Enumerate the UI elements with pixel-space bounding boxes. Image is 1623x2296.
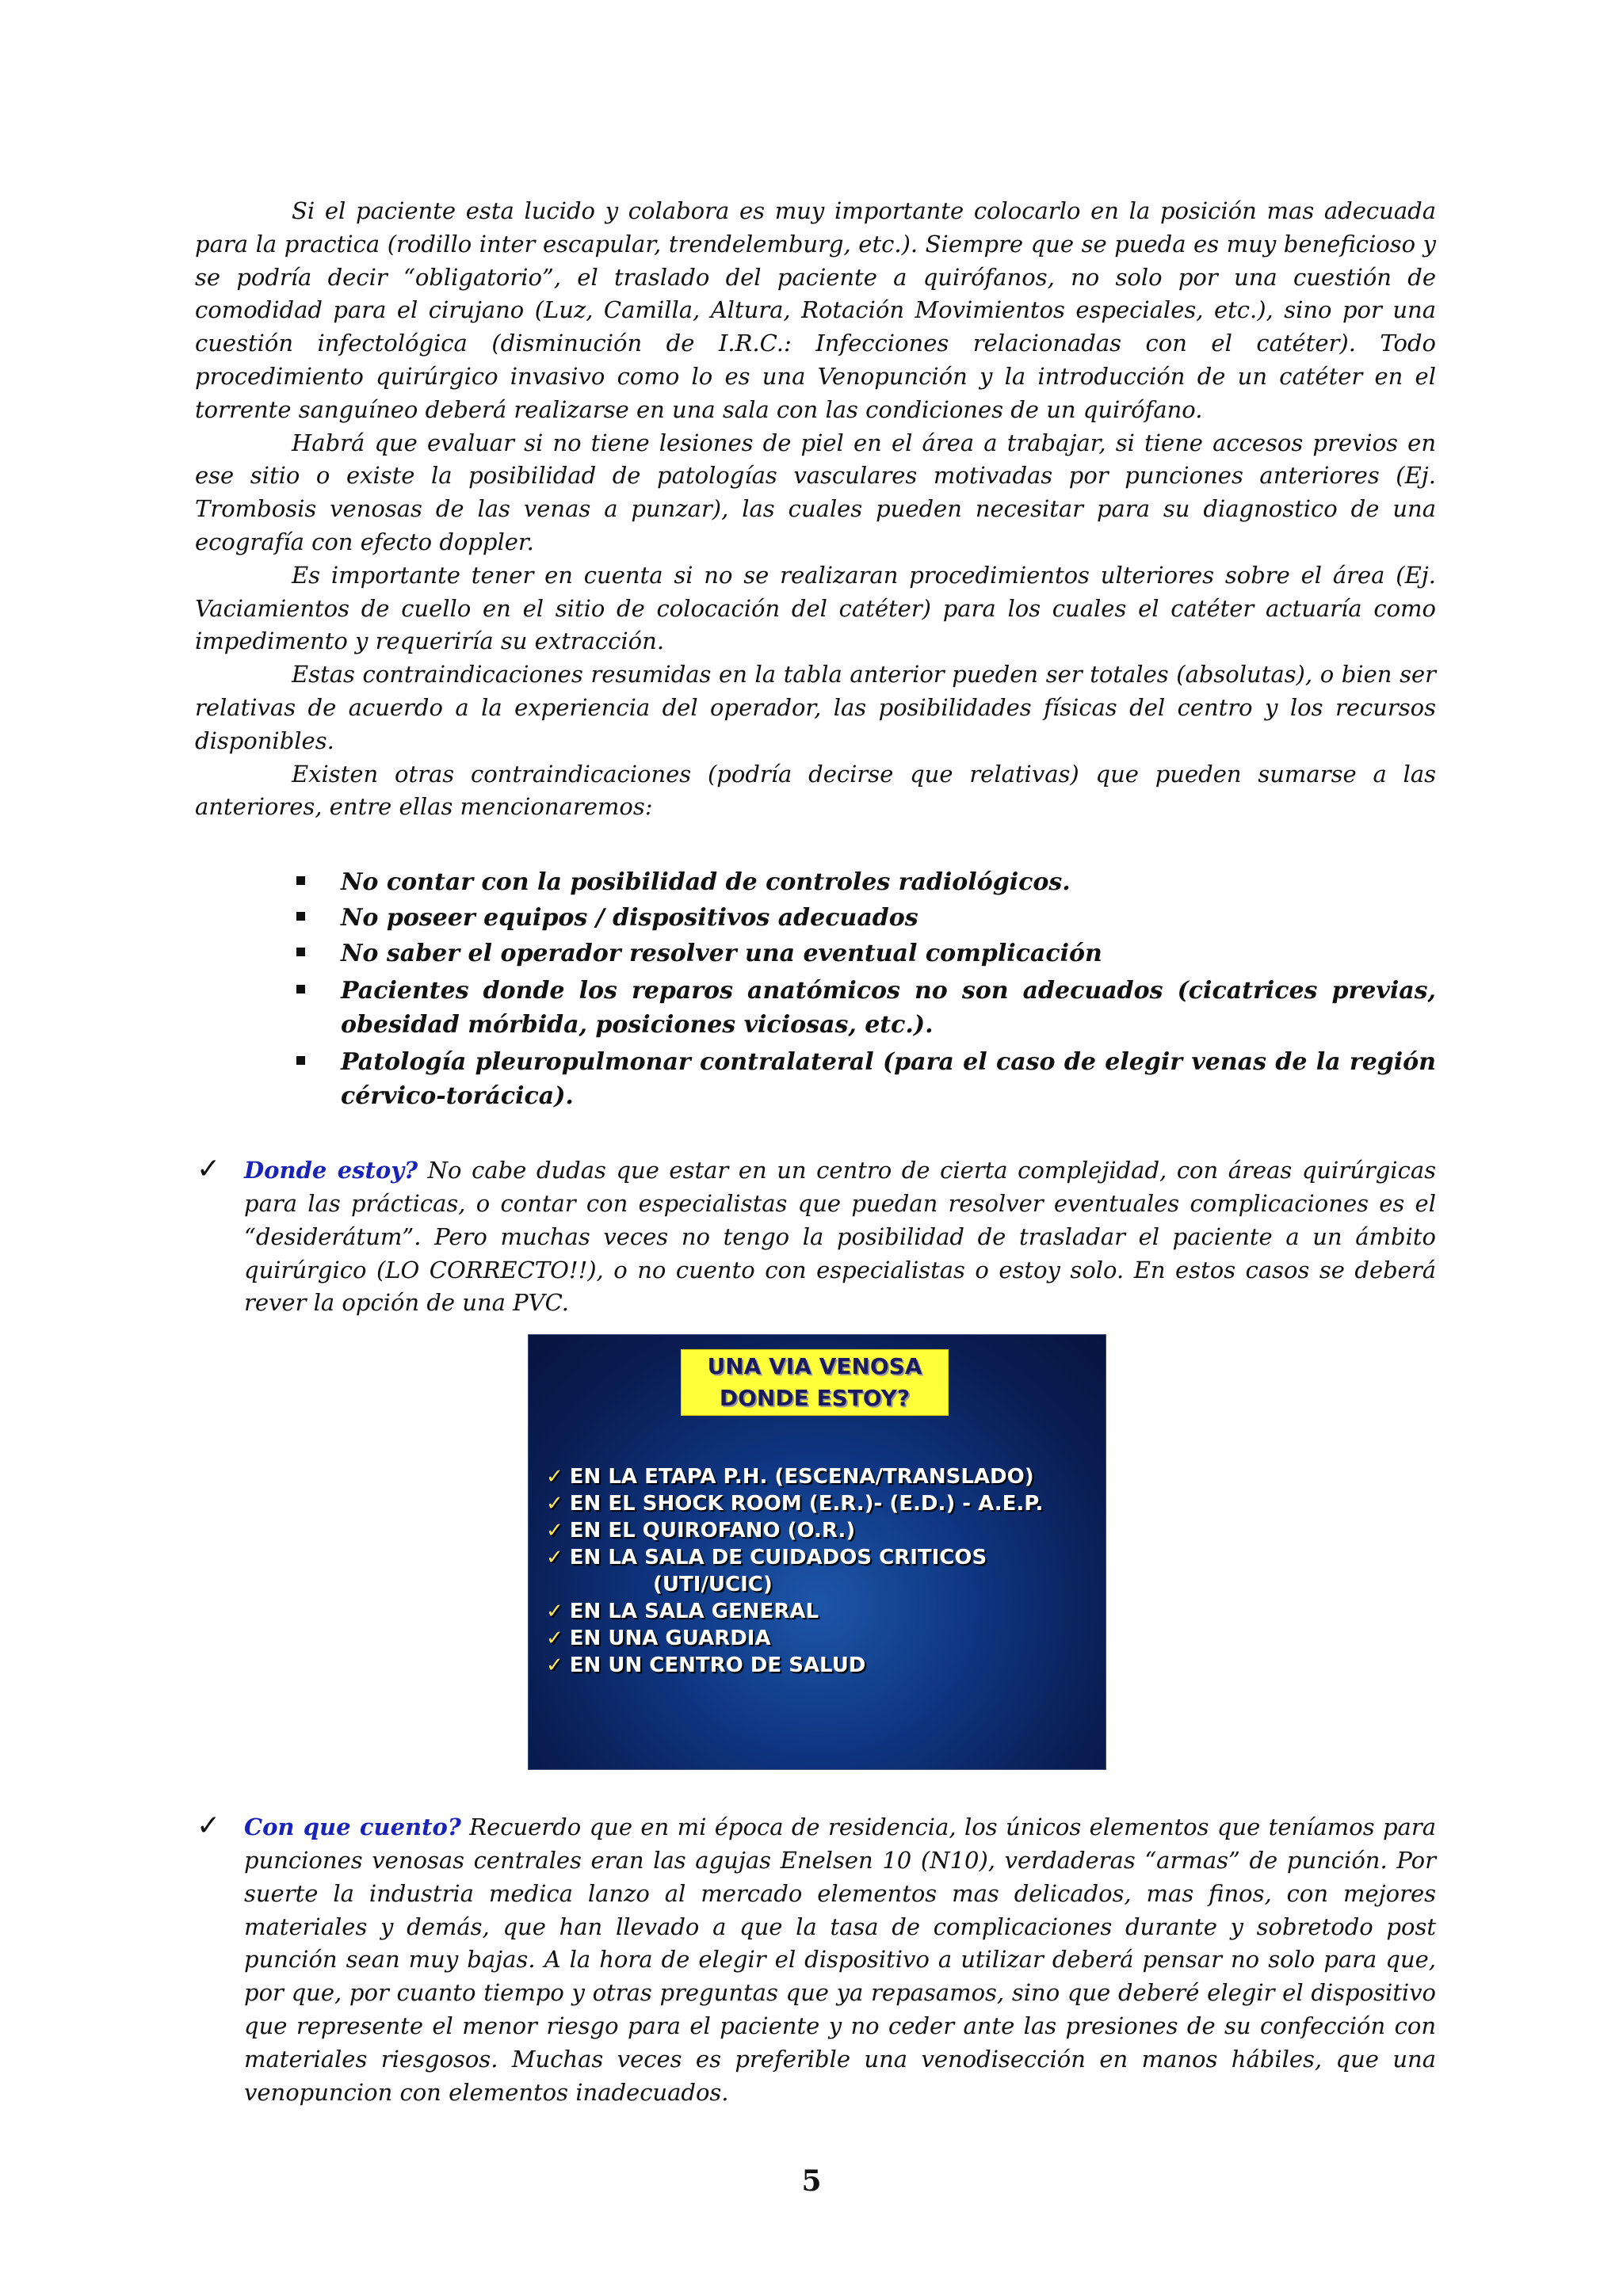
check-mark-icon: ✓ <box>197 1153 221 1186</box>
section-donde-estoy <box>195 1154 1436 1320</box>
paragraph: Existen otras contraindicaciones (podría decirse que relativas) que pueden sumarse a las anteriores, entre ellas mencionaremos: <box>195 760 1436 821</box>
square-bullet-icon <box>296 876 305 885</box>
check-mark-icon: ✓ <box>546 1653 563 1678</box>
section-text: Recuerdo que en mi época de residencia, los únicos elementos que teníamos para punciones venosas centrales eran las agujas Enelsen 10 (N10), verdaderas “armas” de punción. Por suerte la industria medica lanzo al mercado elementos mas delicados, mas finos, con mejores materiales y demás, que han llevado a que la tasa de complicaciones durante y sobretodo post punción sean muy bajas. A la hora de elegir el dispositivo a utilizar deberá pensar no solo para que, por que, por cuanto tiempo y otras preguntas que ya repasamos, sino que deberé elegir el dispositivo que represente el menor riesgo para el paciente y no ceder ante las presiones de su confección con materiales riesgosos. Muchas veces es preferible una venodisección en manos hábiles, que una venopuncion con elementos inadecuados. <box>244 1814 1436 2106</box>
paragraph: Estas contraindicaciones resumidas en la tabla anterior pueden ser totales (absolutas), o bien ser relativas de acuerdo a la experiencia del operador, las posibilidades físicas del centro y los recursos disponibles. <box>195 661 1436 754</box>
slide-list-item: ✓ EN LA SALA GENERAL <box>546 1600 819 1624</box>
list-item: Pacientes donde los reparos anatómicos no son adecuados (cicatrices previas, obesidad mórbida, posiciones viciosas, etc.). <box>341 974 1436 1042</box>
square-bullet-icon <box>296 985 305 994</box>
paragraph: Si el paciente esta lucido y colabora es muy importante colocarlo en la posición mas adecuada para la practica (rodillo inter escapular, trendelemburg, etc.). Siempre que se pueda es muy beneficioso y se podría decir “obligatorio”, el traslado del paciente a quirófanos, no solo por una cuestión de comodidad para el cirujano (Luz, Camilla, Altura, Rotación Movimientos especiales, etc.), sino por una cuestión infectológica (disminución de I.R.C.: Infecciones relacionadas con el catéter). Todo procedimiento quirúrgico invasivo como lo es una Venopunción y la introducción de un catéter en el torrente sanguíneo deberá realizarse en una sala con las condiciones de un quirófano. <box>195 197 1436 423</box>
paragraph: Habrá que evaluar si no tiene lesiones de piel en el área a trabajar, si tiene accesos previos en ese sitio o existe la posibilidad de patologías vasculares motivadas por punciones anteriores (Ej. Trombosis venosas de las venas a punzar), las cuales pueden necesitar para su diagnostico de una ecografía con efecto doppler. <box>195 429 1436 555</box>
check-mark-icon: ✓ <box>546 1600 563 1624</box>
check-mark-icon: ✓ <box>197 1810 221 1843</box>
square-bullet-icon <box>296 1056 305 1065</box>
section-text: No cabe dudas que estar en un centro de cierta complejidad, con áreas quirúrgicas para las prácticas, o contar con especialistas que puedan resolver eventuales complicaciones es el “desiderátum”. Pero muchas veces no tengo la posibilidad de trasladar el paciente a un ámbito quirúrgico (LO CORRECTO!!), o no cuento con especialistas o estoy solo. En estos casos se deberá rever la opción de una PVC. <box>244 1157 1436 1317</box>
list-item: No contar con la posibilidad de controles radiológicos. <box>341 865 1436 899</box>
slide-list-item: ✓ EN EL SHOCK ROOM (E.R.)- (E.D.) - A.E.P. <box>546 1492 1044 1516</box>
section-con-que-cuento <box>195 1811 1436 2109</box>
contraindications-list <box>195 865 1436 1113</box>
paragraph: Es importante tener en cuenta si no se realizaran procedimientos ulteriores sobre el área (Ej. Vaciamientos de cuello en el sitio de colocación del catéter) para los cuales el catéter actuaría como impedimento y requeriría su extracción. <box>195 561 1436 655</box>
slide-list-item: ✓ EN UNA GUARDIA <box>546 1627 771 1651</box>
slide-list-item: ✓ EN EL QUIROFANO (O.R.) <box>546 1519 856 1543</box>
list-item: Patología pleuropulmonar contralateral (para el caso de elegir venas de la región cérvico-torácica). <box>341 1045 1436 1113</box>
check-mark-icon: ✓ <box>546 1519 563 1543</box>
slide-image <box>528 1334 1106 1770</box>
list-item: No poseer equipos / dispositivos adecuados <box>341 901 1436 935</box>
slide-list-item: ✓ EN UN CENTRO DE SALUD <box>546 1653 866 1678</box>
slide-title: UNA VIA VENOSA DONDE ESTOY? <box>681 1349 949 1416</box>
document-body <box>195 195 1436 2109</box>
slide-list-item-continuation: (UTI/UCIC) <box>653 1573 773 1597</box>
slide-list <box>546 1463 1043 1679</box>
square-bullet-icon <box>296 948 305 956</box>
section-heading: Con que cuento? <box>244 1814 461 1841</box>
check-mark-icon: ✓ <box>546 1627 563 1651</box>
check-mark-icon: ✓ <box>546 1465 563 1489</box>
list-item: No saber el operador resolver una eventual complicación <box>341 936 1436 971</box>
check-mark-icon: ✓ <box>546 1546 563 1570</box>
check-mark-icon: ✓ <box>546 1492 563 1516</box>
slide-list-item: ✓ EN LA SALA DE CUIDADOS CRITICOS <box>546 1546 987 1570</box>
slide-list-item: ✓ EN LA ETAPA P.H. (ESCENA/TRANSLADO) <box>546 1465 1034 1489</box>
section-heading: Donde estoy? <box>244 1157 418 1184</box>
square-bullet-icon <box>296 912 305 921</box>
page-number: 5 <box>801 2164 822 2198</box>
